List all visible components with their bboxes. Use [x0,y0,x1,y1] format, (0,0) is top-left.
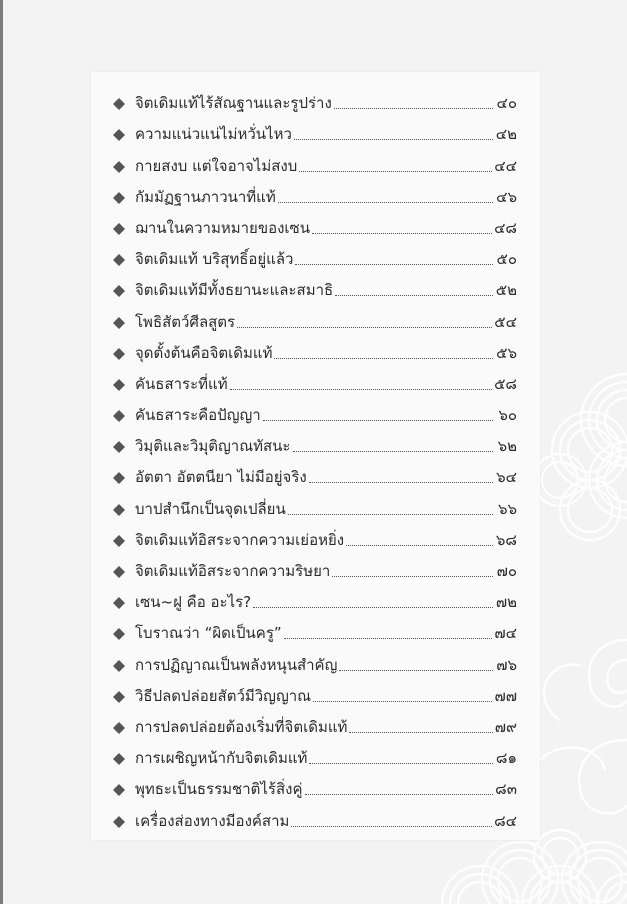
toc-entry-title: จิตเดิมแท้อิสระจากความริษยา [135,562,331,580]
toc-entry-title: พุทธะเป็นธรรมชาติไร้สิ่งคู่ [135,780,303,799]
dot-leader [349,732,492,733]
dot-leader [295,264,493,265]
cloud-swirl [540,640,627,813]
page-left-rule [0,0,3,904]
toc-entry-page-number: ๕๐ [496,250,517,269]
toc-entry-title: จิตเดิมแท้อิสระจากความเย่อหยิ่ง [135,530,345,549]
toc-entry-page-number: ๖๔ [496,468,517,487]
dot-leader [309,482,493,483]
toc-entry-page-number: ๔๘ [494,218,517,237]
dot-leader [293,451,494,452]
toc-entry-page-number: ๖๒ [497,437,517,456]
diamond-bullet-icon [113,504,125,516]
scale-pattern-upper [534,374,627,540]
toc-entry-page-number: ๖๘ [495,530,517,549]
dot-leader [313,701,492,702]
toc-entry-page-number: ๗๖ [496,655,517,674]
toc-entry-14[interactable] [113,489,517,520]
toc-entry-21[interactable] [113,708,517,739]
dot-leader [263,420,493,421]
toc-entry-13[interactable] [113,458,517,489]
dot-leader [288,514,493,515]
toc-entry-page-number: ๕๔ [494,312,517,331]
toc-entry-3[interactable] [113,146,517,177]
toc-entry-title: จุดตั้งต้นคือจิตเดิมแท้ [135,343,273,362]
toc-entry-page-number: ๗๐ [496,562,517,580]
toc-entry-title: โบราณว่า “ผิดเป็นครู” [135,624,282,643]
toc-entry-title: อัตตา อัตตนียา ไม่มีอยู่จริง [135,468,307,487]
toc-entry-18[interactable] [113,614,517,645]
diamond-bullet-icon [113,566,125,578]
table-of-contents-list [113,84,517,833]
toc-entry-8[interactable] [113,302,517,333]
dot-leader [309,763,493,764]
diamond-bullet-icon [113,660,125,672]
toc-entry-page-number: ๗๗ [494,686,517,705]
toc-entry-23[interactable] [113,770,517,801]
dot-leader [237,327,492,328]
toc-entry-page-number: ๕๒ [495,281,517,300]
diamond-bullet-icon [113,129,125,141]
diamond-bullet-icon [113,628,125,640]
toc-entry-title: การปฏิญาณเป็นพลังหนุนสำคัญ [135,655,338,674]
toc-entry-title: ความแน่วแน่ไม่หวั่นไหว [135,125,292,144]
dot-leader [339,670,493,671]
diamond-bullet-icon [113,784,125,796]
toc-entry-title: การเผชิญหน้ากับจิตเดิมแท้ [135,749,308,768]
dot-leader [299,171,492,172]
diamond-bullet-icon [113,410,125,422]
scale-pattern-lower [442,830,627,904]
toc-entry-title: วิธีปลดปล่อยสัตว์มีวิญญาณ [135,686,312,705]
dot-leader [335,295,493,296]
toc-entry-19[interactable] [113,645,517,676]
toc-entry-page-number: ๘๔ [494,811,517,830]
diamond-bullet-icon [113,317,125,329]
dot-leader [291,826,492,827]
toc-entry-page-number: ๖๐ [498,406,517,425]
diamond-bullet-icon [113,192,125,204]
dot-leader [278,202,493,203]
toc-entry-1[interactable] [113,84,517,115]
toc-entry-page-number: ๔๒ [495,125,517,144]
diamond-bullet-icon [113,722,125,734]
diamond-bullet-icon [113,98,125,110]
toc-entry-title: ฌานในความหมายของเซน [135,218,310,237]
diamond-bullet-icon [113,161,125,173]
toc-entry-title: วิมุติและวิมุติญาณทัสนะ [135,437,291,456]
diamond-bullet-icon [113,535,125,547]
toc-entry-page-number: ๔๖ [496,187,517,206]
toc-entry-title: บาปสำนึกเป็นจุดเปลี่ยน [135,499,286,518]
toc-entry-title: โพธิสัตว์ศีลสูตร [135,312,236,331]
dot-leader [274,358,493,359]
toc-entry-4[interactable] [113,178,517,209]
toc-entry-page-number: ๕๖ [496,343,517,362]
toc-entry-24[interactable] [113,801,517,832]
toc-entry-5[interactable] [113,209,517,240]
dot-leader [332,576,493,577]
dot-leader [305,794,493,795]
diamond-bullet-icon [113,753,125,765]
toc-entry-title: กัมมัฏฐานภาวนาที่แท้ [135,187,276,206]
diamond-bullet-icon [113,441,125,453]
diamond-bullet-icon [113,285,125,297]
diamond-bullet-icon [113,348,125,360]
dot-leader [253,607,493,608]
toc-entry-page-number: ๗๒ [495,593,517,612]
toc-entry-title: เซน~ฝู คือ อะไร? [135,593,252,612]
toc-entry-page-number: ๖๖ [497,499,517,518]
toc-entry-6[interactable] [113,240,517,271]
toc-entry-title: จิตเดิมแท้มีทั้งธยานะและสมาธิ [135,281,334,300]
toc-entry-12[interactable] [113,427,517,458]
diamond-bullet-icon [113,691,125,703]
diamond-bullet-icon [113,472,125,484]
toc-entry-page-number: ๔๔ [494,156,517,175]
dot-leader [294,139,493,140]
diamond-bullet-icon [113,223,125,235]
toc-entry-20[interactable] [113,677,517,708]
toc-entry-page-number: ๘๑ [495,749,517,768]
toc-entry-17[interactable] [113,583,517,614]
toc-entry-title: คันธสาระที่แท้ [135,374,228,393]
diamond-bullet-icon [113,816,125,828]
diamond-bullet-icon [113,254,125,266]
toc-entry-2[interactable] [113,115,517,146]
dot-leader [346,545,493,546]
diamond-bullet-icon [113,597,125,609]
toc-entry-page-number: ๔๐ [496,94,517,113]
toc-entry-22[interactable] [113,739,517,770]
toc-entry-16[interactable] [113,552,517,583]
toc-entry-title: จิตเดิมแท้ไร้สัณฐานและรูปร่าง [135,94,332,113]
toc-entry-title: การปลดปล่อยต้องเริ่มที่จิตเดิมแท้ [135,717,348,736]
dot-leader [312,233,492,234]
dot-leader [230,389,492,390]
toc-entry-15[interactable] [113,521,517,552]
dot-leader [284,638,493,639]
toc-entry-title: กายสงบ แต่ใจอาจไม่สงบ [135,156,298,175]
toc-entry-11[interactable] [113,396,517,427]
toc-entry-7[interactable] [113,271,517,302]
toc-entry-title: เครื่องส่องทางมีองค์สาม [135,811,290,830]
toc-entry-9[interactable] [113,334,517,365]
toc-entry-title: คันธสาระคือปัญญา [135,406,261,425]
toc-entry-page-number: ๗๔ [494,624,517,643]
toc-entry-title: จิตเดิมแท้ บริสุทธิ์อยู่แล้ว [135,250,294,269]
toc-entry-page-number: ๕๘ [494,374,517,393]
dot-leader [334,108,493,109]
toc-entry-page-number: ๘๓ [495,780,517,799]
toc-entry-page-number: ๗๙ [494,717,517,736]
diamond-bullet-icon [113,379,125,391]
toc-entry-10[interactable] [113,365,517,396]
